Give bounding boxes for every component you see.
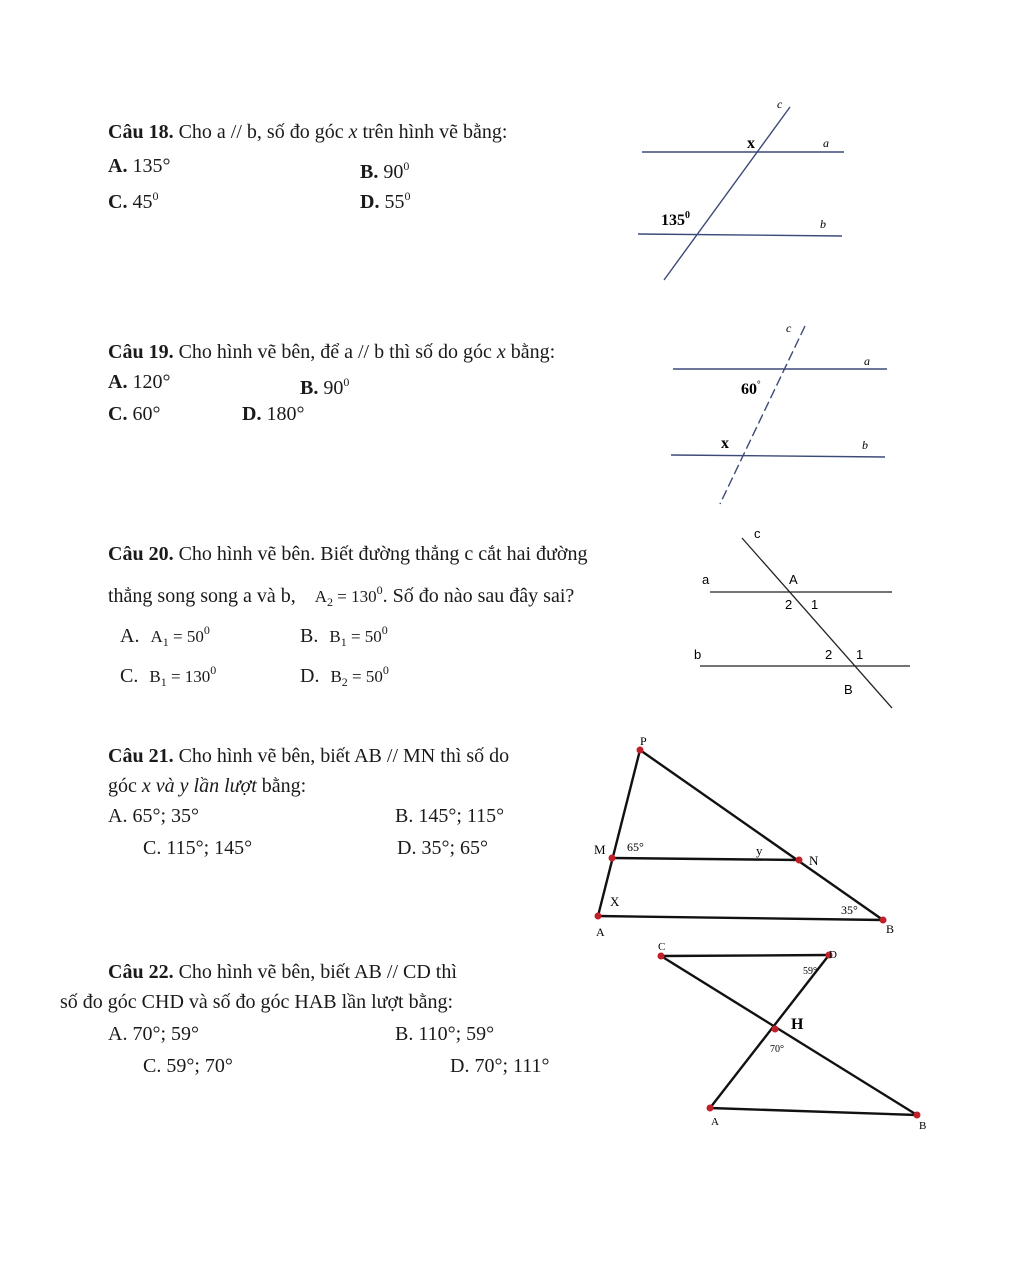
label-b: b bbox=[862, 438, 868, 452]
q19-stem-a: Cho hình vẽ bên, để a // b thì số do góc bbox=[178, 341, 497, 363]
q18-label: Câu 18. bbox=[108, 121, 174, 143]
label-C: C bbox=[658, 941, 666, 953]
option-value: 45 bbox=[132, 191, 153, 213]
label-B: B bbox=[844, 682, 853, 697]
q20-given: $A_2 = 130^0$ bbox=[314, 583, 383, 609]
label-B: B bbox=[919, 1120, 927, 1132]
label-N: N bbox=[809, 853, 819, 868]
point-A bbox=[595, 913, 602, 920]
label-a2: 2 bbox=[785, 597, 793, 612]
option-letter: A. bbox=[108, 805, 128, 827]
option-letter: B. bbox=[300, 625, 319, 647]
q21-option-a[interactable] bbox=[108, 804, 199, 828]
line-b bbox=[638, 234, 842, 236]
option-letter: B. bbox=[395, 1023, 414, 1045]
q20-line1 bbox=[108, 542, 587, 566]
q21-line1-text: Cho hình vẽ bên, biết AB // MN thì số do bbox=[178, 745, 510, 767]
q19-stem-b: bằng: bbox=[505, 341, 556, 363]
angle-135: $135^0$ bbox=[661, 210, 690, 229]
label-c: c bbox=[777, 97, 783, 111]
q19-stem-var: x bbox=[496, 341, 506, 363]
q21-figure bbox=[585, 730, 905, 940]
label-a: a bbox=[864, 354, 870, 368]
angle-59: 59° bbox=[803, 966, 817, 977]
option-value: 145°; 115° bbox=[418, 805, 505, 827]
q20-label: Câu 20. bbox=[108, 543, 174, 565]
option-value: $B_1 = 50^0$ bbox=[329, 623, 388, 649]
option-letter: B. bbox=[395, 805, 414, 827]
option-value: 35°; 65° bbox=[421, 837, 489, 859]
q21-line2-a: góc bbox=[108, 775, 142, 797]
point-H bbox=[772, 1026, 779, 1033]
option-value: 60° bbox=[132, 403, 161, 425]
label-a1: 1 bbox=[811, 597, 819, 612]
option-letter: C. bbox=[120, 665, 139, 687]
segment-MN bbox=[612, 858, 799, 860]
option-value: 135° bbox=[132, 155, 171, 177]
q20-line2 bbox=[108, 578, 574, 614]
q22-option-b[interactable] bbox=[395, 1022, 494, 1046]
q22-option-c[interactable] bbox=[143, 1054, 233, 1078]
option-letter: C. bbox=[108, 403, 128, 425]
segment-CB bbox=[661, 956, 917, 1115]
q19-option-b[interactable] bbox=[300, 370, 349, 400]
q18-option-c[interactable] bbox=[108, 184, 158, 214]
q21-line1 bbox=[108, 744, 509, 768]
option-value: $B_2 = 50^0$ bbox=[330, 663, 389, 689]
option-value: $B_1 = 130^0$ bbox=[149, 663, 217, 689]
option-value: 65°; 35° bbox=[132, 805, 200, 827]
label-P: P bbox=[640, 734, 647, 748]
q18-stem-b: trên hình vẽ bằng: bbox=[357, 121, 508, 143]
label-x: X bbox=[610, 894, 620, 909]
option-letter: D. bbox=[397, 837, 417, 859]
q18-figure bbox=[630, 95, 860, 290]
q18-stem-var: x bbox=[348, 121, 358, 143]
option-letter: C. bbox=[108, 191, 128, 213]
option-sup: 0 bbox=[343, 375, 350, 389]
line-c bbox=[664, 107, 790, 280]
option-value: 180° bbox=[266, 403, 305, 425]
q18-stem bbox=[108, 120, 507, 144]
q22-label: Câu 22. bbox=[108, 961, 174, 983]
option-value: $A_1 = 50^0$ bbox=[150, 623, 210, 649]
segment-PA bbox=[598, 750, 640, 916]
option-letter: B. bbox=[300, 377, 319, 399]
option-value: 110°; 59° bbox=[418, 1023, 495, 1045]
line-c bbox=[720, 326, 805, 504]
label-A: A bbox=[596, 925, 605, 939]
point-N bbox=[796, 857, 803, 864]
label-b: b bbox=[820, 217, 826, 231]
label-c: c bbox=[786, 321, 792, 335]
option-value: 90 bbox=[383, 161, 404, 183]
option-value: 120° bbox=[132, 371, 171, 393]
segment-DA bbox=[710, 955, 829, 1108]
option-letter: D. bbox=[242, 403, 262, 425]
option-value: 70°; 111° bbox=[474, 1055, 550, 1077]
option-value: 90 bbox=[323, 377, 344, 399]
segment-CD bbox=[661, 955, 829, 956]
q21-option-d[interactable] bbox=[397, 836, 488, 860]
point-C bbox=[658, 953, 665, 960]
label-b: b bbox=[694, 647, 702, 662]
q21-line2-b: bằng: bbox=[256, 775, 307, 797]
segment-AB bbox=[710, 1108, 917, 1115]
q20-line2-a: thẳng song song a và b, bbox=[108, 585, 296, 607]
angle-60: 60° bbox=[741, 379, 761, 398]
q20-option-d[interactable] bbox=[300, 658, 389, 694]
option-letter: B. bbox=[360, 161, 379, 183]
q20-figure bbox=[690, 520, 920, 715]
option-value: 70°; 59° bbox=[132, 1023, 200, 1045]
q21-option-c[interactable] bbox=[143, 836, 252, 860]
point-A bbox=[707, 1105, 714, 1112]
q20-option-a[interactable] bbox=[120, 618, 210, 654]
q19-option-d[interactable] bbox=[242, 402, 304, 426]
label-H: H bbox=[791, 1016, 804, 1033]
q21-line2 bbox=[108, 774, 306, 798]
option-sup: 0 bbox=[152, 189, 159, 203]
angle-65: 65° bbox=[627, 840, 644, 854]
line-b bbox=[671, 455, 885, 457]
label-y: y bbox=[756, 843, 763, 858]
option-letter: C. bbox=[143, 837, 162, 859]
label-x: x bbox=[747, 135, 755, 152]
segment-PB bbox=[640, 750, 883, 920]
option-sup: 0 bbox=[403, 159, 410, 173]
option-letter: A. bbox=[108, 1023, 128, 1045]
option-letter: A. bbox=[120, 625, 140, 647]
q18-option-a[interactable] bbox=[108, 154, 170, 178]
q22-figure bbox=[650, 935, 950, 1135]
option-letter: A. bbox=[108, 155, 128, 177]
q20-line1-text: Cho hình vẽ bên. Biết đường thẳng c cắt hai đường bbox=[178, 543, 588, 565]
q19-stem bbox=[108, 340, 555, 364]
q18-option-b[interactable] bbox=[360, 154, 409, 184]
point-B bbox=[914, 1112, 921, 1119]
q19-figure bbox=[665, 320, 895, 510]
label-M: M bbox=[594, 842, 606, 857]
q22-line1-text: Cho hình vẽ bên, biết AB // CD thì bbox=[178, 961, 457, 983]
point-M bbox=[609, 855, 616, 862]
q21-line2-var: x và y lần lượt bbox=[141, 775, 257, 797]
q20-option-c[interactable] bbox=[120, 658, 216, 694]
option-letter: D. bbox=[360, 191, 380, 213]
q21-label: Câu 21. bbox=[108, 745, 174, 767]
line-c bbox=[742, 538, 892, 708]
label-b1: 1 bbox=[856, 647, 864, 662]
q22-line1 bbox=[108, 960, 457, 984]
q22-line2: số đo góc CHD và số đo góc HAB lần lượt bằng: bbox=[60, 991, 454, 1013]
q22-option-a[interactable] bbox=[108, 1022, 199, 1046]
q18-option-d[interactable] bbox=[360, 184, 410, 214]
label-c: c bbox=[754, 526, 761, 541]
angle-35: 35° bbox=[841, 903, 858, 917]
option-value: 55 bbox=[384, 191, 405, 213]
q22-option-d[interactable] bbox=[450, 1054, 550, 1078]
label-x: x bbox=[721, 435, 729, 452]
label-b2: 2 bbox=[825, 647, 833, 662]
q19-option-c[interactable] bbox=[108, 402, 160, 426]
q21-option-b[interactable] bbox=[395, 804, 504, 828]
q19-option-a[interactable] bbox=[108, 370, 170, 394]
angle-70: 70° bbox=[770, 1044, 784, 1055]
label-A: A bbox=[711, 1116, 719, 1128]
option-letter: D. bbox=[450, 1055, 470, 1077]
label-a: a bbox=[702, 572, 710, 587]
label-B: B bbox=[886, 922, 895, 936]
option-value: 115°; 145° bbox=[166, 837, 253, 859]
label-a: a bbox=[823, 136, 829, 150]
q19-label: Câu 19. bbox=[108, 341, 174, 363]
option-letter: D. bbox=[300, 665, 320, 687]
option-letter: C. bbox=[143, 1055, 162, 1077]
option-value: 59°; 70° bbox=[166, 1055, 233, 1077]
label-A: A bbox=[789, 572, 798, 587]
q20-option-b[interactable] bbox=[300, 618, 388, 654]
q20-line2-b: . Số đo nào sau đây sai? bbox=[382, 585, 575, 607]
option-sup: 0 bbox=[404, 189, 411, 203]
option-letter: A. bbox=[108, 371, 128, 393]
q18-stem-a: Cho a // b, số đo góc bbox=[178, 121, 349, 143]
label-D: D bbox=[829, 949, 837, 961]
